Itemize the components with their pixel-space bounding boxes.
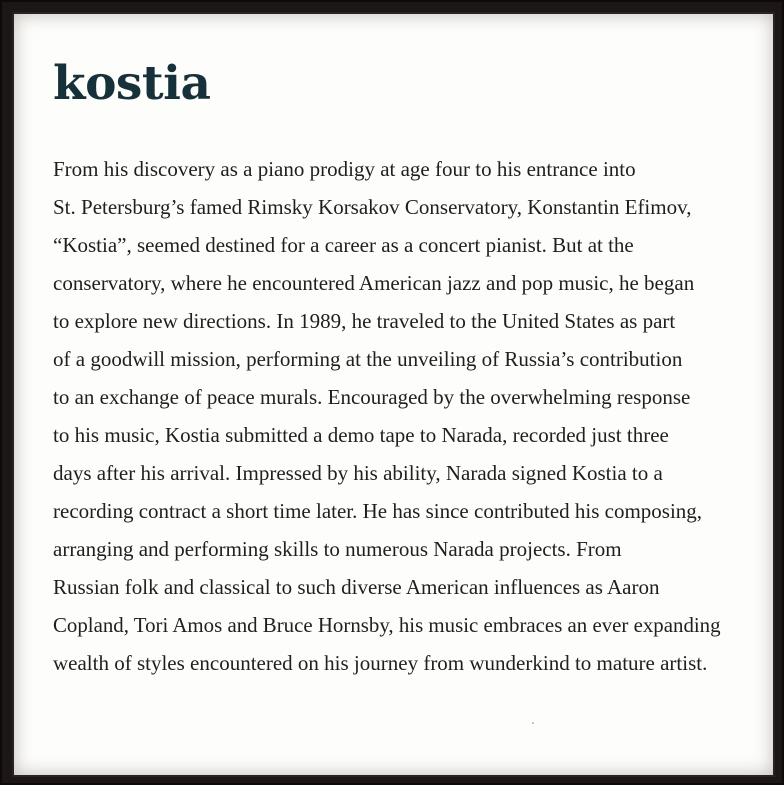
text-line: wealth of styles encountered on his journey from wunderkind to mature artist.: [53, 651, 708, 675]
text-line: arranging and performing skills to numerous Narada projects. From: [53, 537, 622, 561]
text-line: Copland, Tori Amos and Bruce Hornsby, his music embraces an ever expanding: [53, 613, 721, 637]
document-page: [14, 14, 773, 775]
text-line: days after his arrival. Impressed by his ability, Narada signed Kostia to a: [53, 461, 663, 485]
text-line: to explore new directions. In 1989, he traveled to the United States as part: [53, 309, 676, 333]
text-line: to his music, Kostia submitted a demo tape to Narada, recorded just three: [53, 423, 669, 447]
text-line: to an exchange of peace murals. Encouraged by the overwhelming response: [53, 385, 691, 409]
text-line: of a goodwill mission, performing at the unveiling of Russia’s contribution: [53, 347, 683, 371]
text-line: Russian folk and classical to such diverse American influences as Aaron: [53, 575, 660, 599]
biography-paragraph: [53, 150, 773, 682]
text-line: From his discovery as a piano prodigy at age four to his entrance into: [53, 157, 636, 181]
text-line: recording contract a short time later. He has since contributed his composing,: [53, 499, 703, 523]
text-line: St. Petersburg’s famed Rimsky Korsakov Conservatory, Konstantin Efimov,: [53, 195, 692, 219]
text-line: conservatory, where he encountered American jazz and pop music, he began: [53, 271, 695, 295]
paper-speck: [532, 722, 534, 724]
page-title: kostia: [53, 56, 211, 111]
text-line: “Kostia”, seemed destined for a career as a concert pianist. But at the: [53, 233, 634, 257]
